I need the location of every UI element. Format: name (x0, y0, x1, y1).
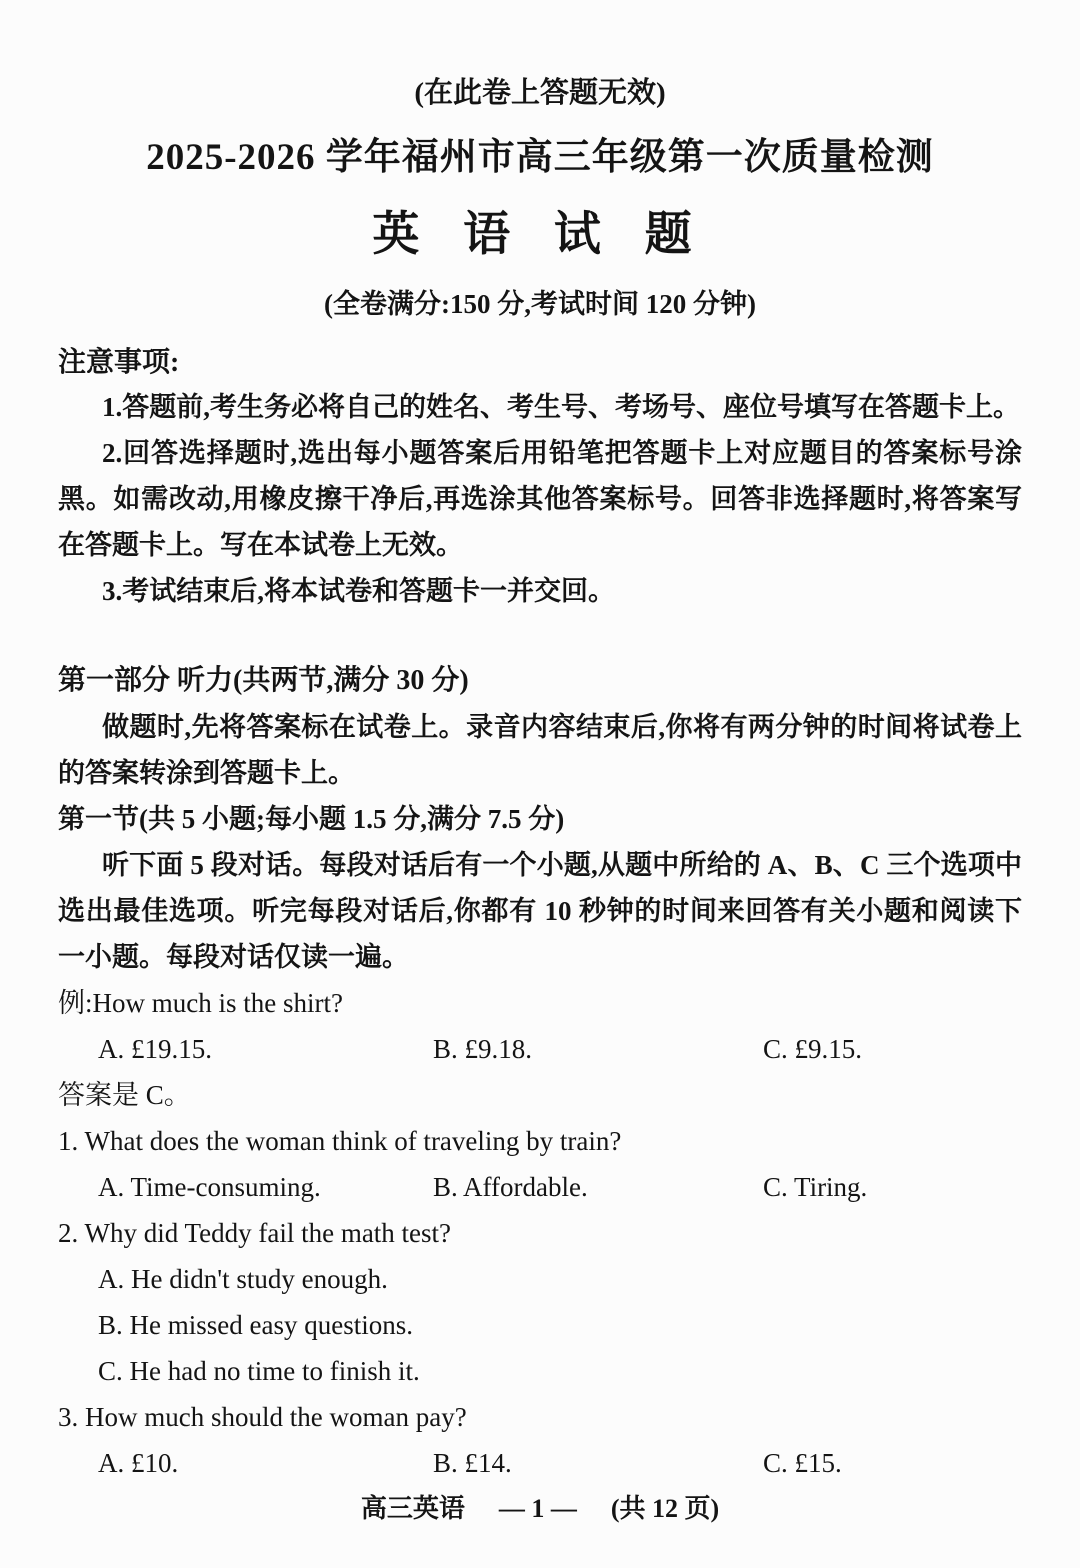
example-answer-note: 答案是 C。 (58, 1080, 191, 1110)
question-1-options-row (58, 1164, 1022, 1210)
instruction-item-1: 1.答题前,考生务必将自己的姓名、考生号、考场号、座位号填写在答题卡上。 (102, 392, 1020, 422)
example-question: 例:How much is the shirt? (58, 988, 343, 1018)
section1-heading: 第一节(共 5 小题;每小题 1.5 分,满分 7.5 分) (58, 804, 565, 834)
part1-heading: 第一部分 听力(共两节,满分 30 分) (58, 665, 469, 696)
question-2-option-a: A. He didn't study enough. (98, 1264, 388, 1294)
score-info: (全卷满分:150 分,考试时间 120 分钟) (324, 289, 756, 319)
question-2-options (58, 1256, 1022, 1394)
question-3-option-b: B. £14. (433, 1448, 512, 1478)
question-1-option-b: B. Affordable. (433, 1172, 588, 1202)
example-option-b: B. £9.18. (433, 1034, 533, 1064)
header-invalid-notice: (在此卷上答题无效) (414, 77, 666, 109)
footer-page-number: — 1 — (498, 1494, 577, 1523)
part1-intro: 做题时,先将答案标在试卷上。录音内容结束后,你将有两分钟的时间将试卷上的答案转涂到答题卡上。 (58, 712, 1022, 788)
instruction-item-3: 3.考试结束后,将本试卷和答题卡一并交回。 (102, 576, 615, 606)
question-3-options-row (58, 1440, 1022, 1486)
question-1-option-c: C. Tiring. (763, 1172, 868, 1202)
instructions-heading: 注意事项: (58, 347, 180, 378)
subject-title: 英 语 试 题 (372, 209, 708, 261)
question-3-option-a: A. £10. (98, 1448, 179, 1478)
instruction-item-2: 2.回答选择题时,选出每小题答案后用铅笔把答题卡上对应题目的答案标号涂黑。如需改动,用橡皮擦干净后,再选涂其他答案标号。回答非选择题时,将答案写在答题卡上。写在本试卷上无效。 (58, 438, 1022, 560)
section1-intro: 听下面 5 段对话。每段对话后有一个小题,从题中所给的 A、B、C 三个选项中选出最佳选项。听完每段对话后,你都有 10 秒钟的时间来回答有关小题和阅读下一小题。每段对话仅读一遍。 (58, 850, 1022, 972)
question-2-option-c: C. He had no time to finish it. (98, 1356, 420, 1386)
question-2-option-b: B. He missed easy questions. (98, 1310, 413, 1340)
example-option-a: A. £19.15. (98, 1034, 212, 1064)
question-3-option-c: C. £15. (763, 1448, 842, 1478)
question-1-text: 1. What does the woman think of traveling by train? (58, 1126, 622, 1156)
exam-title: 2025-2026 学年福州市高三年级第一次质量检测 (146, 137, 934, 178)
footer-course-label: 高三英语 (360, 1494, 465, 1523)
question-3-text: 3. How much should the woman pay? (58, 1402, 467, 1432)
example-option-c: C. £9.15. (763, 1034, 863, 1064)
page-footer (58, 1486, 1022, 1532)
footer-total-pages: (共 12 页) (610, 1494, 720, 1523)
example-options-row (58, 1026, 1022, 1072)
question-2-text: 2. Why did Teddy fail the math test? (58, 1218, 452, 1248)
question-1-option-a: A. Time-consuming. (98, 1172, 321, 1202)
